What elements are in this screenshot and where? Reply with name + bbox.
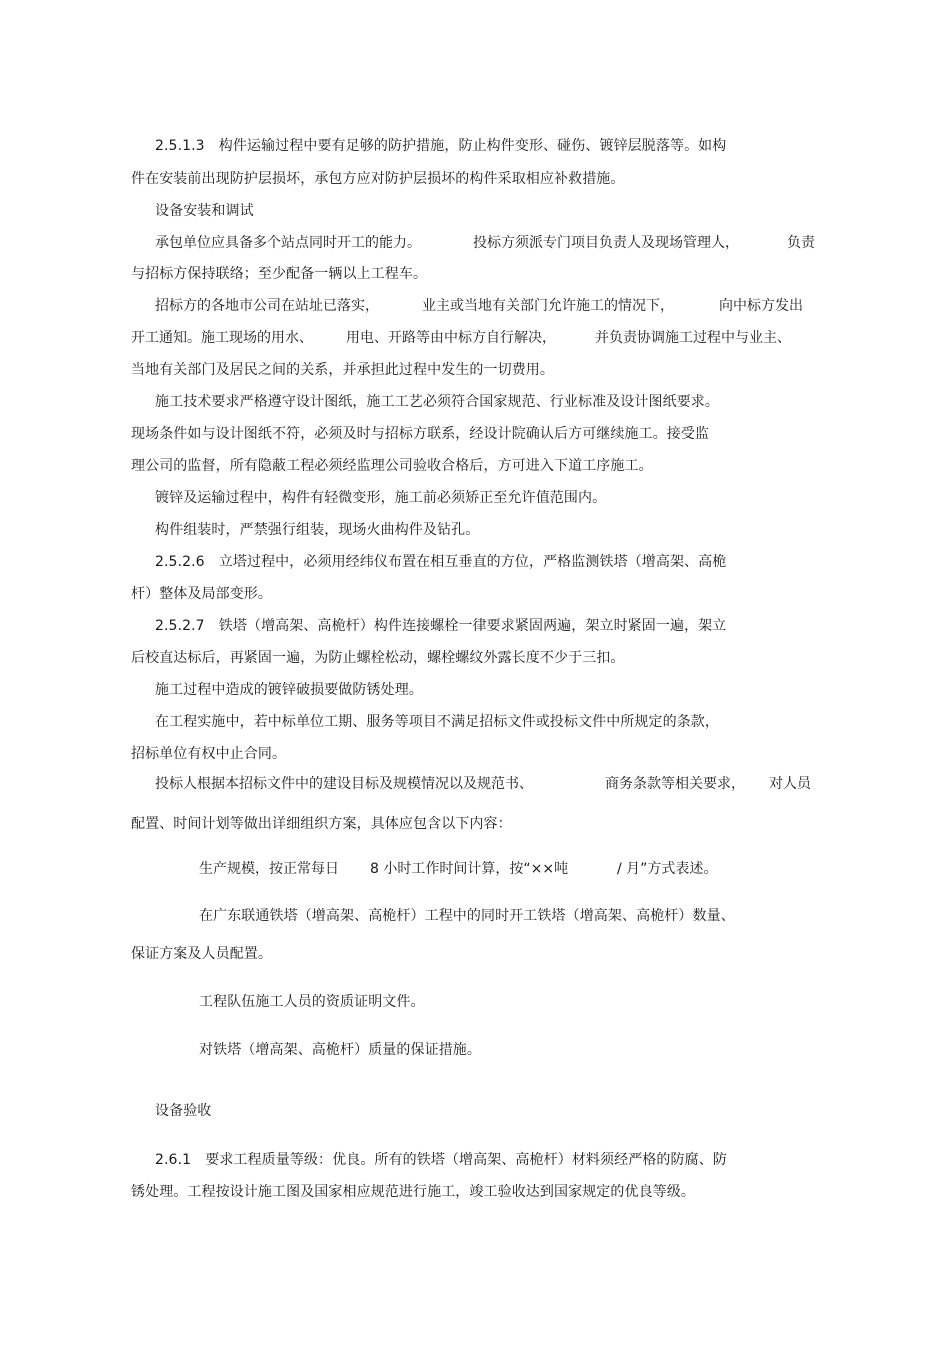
para-capability-line-2: 与招标方保持联络；至少配备一辆以上工程车。 xyxy=(131,266,428,282)
clause-2-5-2-6-line-2: 杆）整体及局部变形。 xyxy=(131,586,272,602)
item-scale-seg-1: 生产规模，按正常每日 xyxy=(199,861,339,877)
clause-2-6-1-line-2: 锈处理。工程按设计施工图及国家相应规范进行施工，竣工验收达到国家规定的优良等级。 xyxy=(131,1184,695,1200)
para-tech-line-1: 施工技术要求严格遵守设计图纸，施工工艺必须符合国家规范、行业标准及设计图纸要求。 xyxy=(155,394,719,410)
item-quality-assurance: 对铁塔（增高架、高桅杆）质量的保证措施。 xyxy=(199,1042,481,1058)
clause-2-6-1-line-1: 2.6.1 要求工程质量等级：优良。所有的铁塔（增高架、高桅杆）材料须经严格的防腐、防 xyxy=(155,1152,727,1168)
para-assembly: 构件组装时，严禁强行组装，现场火曲构件及钻孔。 xyxy=(155,522,480,538)
para-capability-seg-3: 负责 xyxy=(787,235,815,251)
para-termination-line-2: 招标单位有权中止合同。 xyxy=(131,746,287,762)
para-notice-seg-6: 并负责协调施工过程中与业主、 xyxy=(595,330,791,346)
para-antirust: 施工过程中造成的镀锌破损要做防锈处理。 xyxy=(155,682,423,698)
clause-2-5-2-6-line-1: 2.5.2.6 立塔过程中，必须用经纬仪布置在相互垂直的方位，严格监测铁塔（增高架、高桅 xyxy=(155,554,727,570)
para-bidder-seg-3: 对人员 xyxy=(769,776,811,792)
item-scale-seg-3: / 月”方式表述。 xyxy=(617,861,718,877)
clause-2-5-2-7-line-1: 2.5.2.7 铁塔（增高架、高桅杆）构件连接螺栓一律要求紧固两遍，架立时紧固一遍，架立 xyxy=(155,618,727,634)
section-heading-install: 设备安装和调试 xyxy=(155,203,254,219)
para-galvanize: 镀锌及运输过程中，构件有轻微变形，施工前必须矫正至允许值范围内。 xyxy=(155,490,607,506)
item-towers-line-1: 在广东联通铁塔（增高架、高桅杆）工程中的同时开工铁塔（增高架、高桅杆）数量、 xyxy=(199,908,735,924)
para-tech-line-3: 理公司的监督，所有隐蔽工程必须经监理公司验收合格后，方可进入下道工序施工。 xyxy=(131,458,653,474)
para-bidder-seg-2: 商务条款等相关要求， xyxy=(605,776,745,792)
para-tech-line-2: 现场条件如与设计图纸不符，必须及时与招标方联系，经设计院确认后方可继续施工。接受监 xyxy=(131,426,710,442)
para-notice-line-3: 当地有关部门及居民之间的关系，并承担此过程中发生的一切费用。 xyxy=(131,362,554,378)
clause-2-5-1-3-line-1: 2.5.1.3 构件运输过程中要有足够的防护措施，防止构件变形、碰伤、镀锌层脱落等。如构 xyxy=(155,138,727,154)
para-capability-seg-1: 承包单位应具备多个站点同时开工的能力。 xyxy=(155,235,421,251)
item-scale-seg-2: 8 小时工作时间计算，按“××吨 xyxy=(370,861,569,877)
para-notice-seg-3: 向中标方发出 xyxy=(719,298,803,314)
clause-2-5-2-7-line-2: 后校直达标后，再紧固一遍，为防止螺栓松动，螺栓螺纹外露长度不少于三扣。 xyxy=(131,650,625,666)
para-notice-seg-2: 业主或当地有关部门允许施工的情况下， xyxy=(422,298,674,314)
section-heading-acceptance: 设备验收 xyxy=(155,1103,212,1119)
para-bidder-line-2: 配置、时间计划等做出详细组织方案，具体应包含以下内容： xyxy=(131,816,512,832)
para-capability-seg-2: 投标方须派专门项目负责人及现场管理人， xyxy=(473,235,739,251)
para-notice-seg-1: 招标方的各地市公司在站址已落实， xyxy=(155,298,379,314)
item-qualification: 工程队伍施工人员的资质证明文件。 xyxy=(199,994,425,1010)
item-towers-line-2: 保证方案及人员配置。 xyxy=(131,946,272,962)
para-bidder-seg-1: 投标人根据本招标文件中的建设目标及规模情况以及规范书、 xyxy=(155,776,533,792)
clause-2-5-1-3-line-2: 件在安装前出现防护层损坏，承包方应对防护层损坏的构件采取相应补救措施。 xyxy=(131,171,625,187)
para-notice-seg-4: 开工通知。施工现场的用水、 xyxy=(131,330,313,346)
para-termination-line-1: 在工程实施中，若中标单位工期、服务等项目不满足招标文件或投标文件中所规定的条款， xyxy=(155,714,719,730)
para-notice-seg-5: 用电、开路等由中标方自行解决， xyxy=(346,330,556,346)
